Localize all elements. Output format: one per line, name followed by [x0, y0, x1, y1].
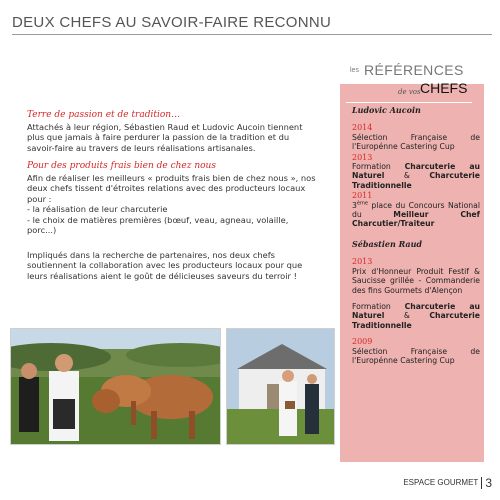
- section-title-produits: Pour des produits frais bien de chez nous: [27, 161, 216, 171]
- entry-bold: Charcuterie Traditionnelle: [352, 171, 480, 190]
- footer-label: ESPACE GOURMET: [403, 478, 479, 488]
- footer-separator: [481, 477, 482, 489]
- left-text-column: [27, 110, 317, 289]
- paragraph-produits: Afin de réaliser les meilleurs « produits frais bien de chez nous », nos deux chefs tissent d'étroites relations avec des producteurs locaux pour :: [27, 172, 316, 204]
- entry-text: 3: [352, 200, 357, 210]
- year-2013: 2013: [352, 152, 373, 162]
- section-title-terre: Terre de passion et de tradition…: [27, 110, 181, 120]
- page-footer: [403, 476, 492, 490]
- entry-text: &: [384, 171, 430, 181]
- photo-chefs-with-cattle: [10, 328, 221, 445]
- sidebar-title-chefs: CHEFS: [420, 80, 468, 96]
- list-item-matieres: - le choix de matières premières (bœuf, veau, agneau, volaille, porc...): [27, 214, 289, 235]
- entry-text: Formation: [352, 162, 405, 172]
- entry-bold: Charcuterie Traditionnelle: [352, 311, 480, 330]
- award-entry: [352, 162, 480, 190]
- page-title: DEUX CHEFS AU SAVOIR-FAIRE RECONNU: [12, 14, 332, 31]
- year-2014: 2014: [352, 123, 373, 133]
- award-entry: Sélection Française de l'Europénne Castering Cup: [352, 346, 480, 365]
- list-item-charcuterie: - la réalisation de leur charcuterie: [27, 204, 168, 214]
- entry-bold: Charcuterie au Naturel: [352, 301, 480, 321]
- award-entry: [352, 302, 480, 330]
- sidebar-content: [352, 106, 480, 366]
- header-divider: [12, 34, 492, 35]
- entry-text: place du Concours National du: [352, 200, 480, 220]
- sidebar-title-references: RÉFÉRENCES: [364, 62, 464, 78]
- photo-chefs-at-farm: [226, 328, 335, 445]
- entry-bold: Meilleur Chef Charcutier/Traiteur: [352, 210, 480, 229]
- paragraph-partenaires: Impliqués dans la recherche de partenaires, nos deux chefs soutiennent la collaboration avec les producteurs locaux pour que leurs réalisations aient le goût de délicieuses saveurs du terroir !: [27, 249, 303, 281]
- year-2011: 2011: [352, 191, 373, 201]
- sidebar-title-underline: [346, 102, 472, 103]
- year-2009: 2009: [352, 337, 373, 347]
- award-entry: Prix d'Honneur Produit Festif & Saucisse grillée - Commanderie des fins Gourmets d'Alençon: [352, 266, 480, 295]
- award-entry: Sélection Française de l'Europénne Castering Cup: [352, 132, 480, 152]
- award-entry: [352, 201, 480, 229]
- page-number: 3: [485, 476, 492, 490]
- entry-sup: ème: [356, 200, 368, 207]
- entry-text: Formation: [352, 301, 405, 311]
- sidebar-title-de-vos: de vos: [398, 88, 421, 96]
- chef-name-sebastien: Sébastien Raud: [352, 238, 422, 249]
- sidebar-title-les: les: [350, 67, 359, 74]
- entry-bold: Charcuterie au Naturel: [352, 162, 480, 181]
- chef-name-ludovic: Ludovic Aucoin: [352, 105, 421, 115]
- entry-text: &: [384, 311, 430, 321]
- paragraph-terre: Attachés à leur région, Sébastien Raud et Ludovic Aucoin tiennent plus que jamais à faire perdurer la passion de la tradition et du savoir-faire au travers de leurs réalisations artisanales.: [27, 121, 303, 153]
- year-2013: 2013: [352, 257, 373, 267]
